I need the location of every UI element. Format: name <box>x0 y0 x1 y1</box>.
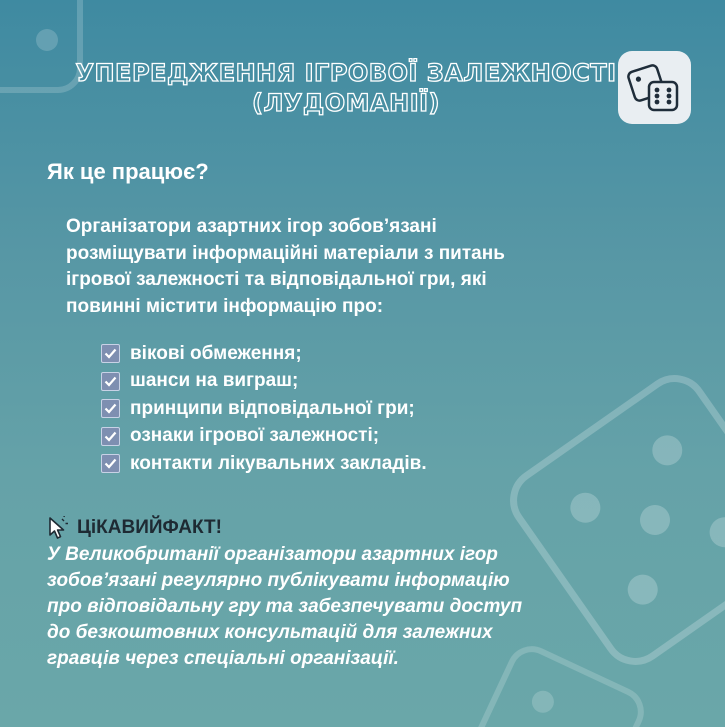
fact-line: У Великобританії організатори азартних ігор <box>47 544 498 565</box>
intro-line: ігрової залежності та відповідальної гри, які <box>66 269 487 290</box>
fact-label-rest: ФАКТ! <box>162 517 222 538</box>
check-mark-icon <box>101 454 120 473</box>
list-item <box>101 395 427 423</box>
list-item <box>101 368 427 396</box>
check-mark-icon <box>101 372 120 391</box>
list-item-label: шанси на виграш; <box>130 370 299 392</box>
fact-line: про відповідальну гру та забезпечувати доступ <box>47 596 523 617</box>
intro-line: повинні містити інформацію про: <box>66 295 384 317</box>
check-mark-icon <box>101 427 120 446</box>
info-list <box>101 340 427 478</box>
intro-paragraph <box>66 214 666 320</box>
check-mark-icon <box>101 344 120 363</box>
intro-line: Організатори азартних ігор зобов’язані <box>66 216 437 237</box>
fact-title <box>47 515 222 541</box>
fact-line: зобов’язані регулярно публікувати інформацію <box>47 570 510 591</box>
intro-line: розміщувати інформаційні матеріали з питань <box>66 242 505 264</box>
list-item <box>101 450 427 478</box>
page-title-line-2: (ЛУДОМАНІЇ) <box>251 89 441 117</box>
fact-label-accent: ЦіКАВИЙ <box>77 517 163 538</box>
fact-line: до безкоштовних консультацій для залежних <box>47 622 493 643</box>
section-heading: Як це працює? <box>47 159 209 184</box>
dice-icon <box>618 51 691 124</box>
fact-line: гравців через спеціальні організації. <box>47 648 399 669</box>
list-item-label: ознаки ігрової залежності; <box>130 425 380 447</box>
cursor-icon <box>47 516 69 540</box>
list-item-label: контакти лікувальних закладів. <box>130 452 427 474</box>
list-item <box>101 340 427 368</box>
page-title <box>60 58 632 118</box>
list-item <box>101 423 427 451</box>
fact-paragraph <box>47 542 687 672</box>
list-item-label: принципи відповідальної гри; <box>130 397 415 419</box>
page-title-line-1: УПЕРЕДЖЕННЯ ІГРОВОЇ ЗАЛЕЖНОСТІ <box>75 59 617 87</box>
list-item-label: вікові обмеження; <box>130 342 302 364</box>
dice-badge <box>618 51 691 124</box>
check-mark-icon <box>101 399 120 418</box>
